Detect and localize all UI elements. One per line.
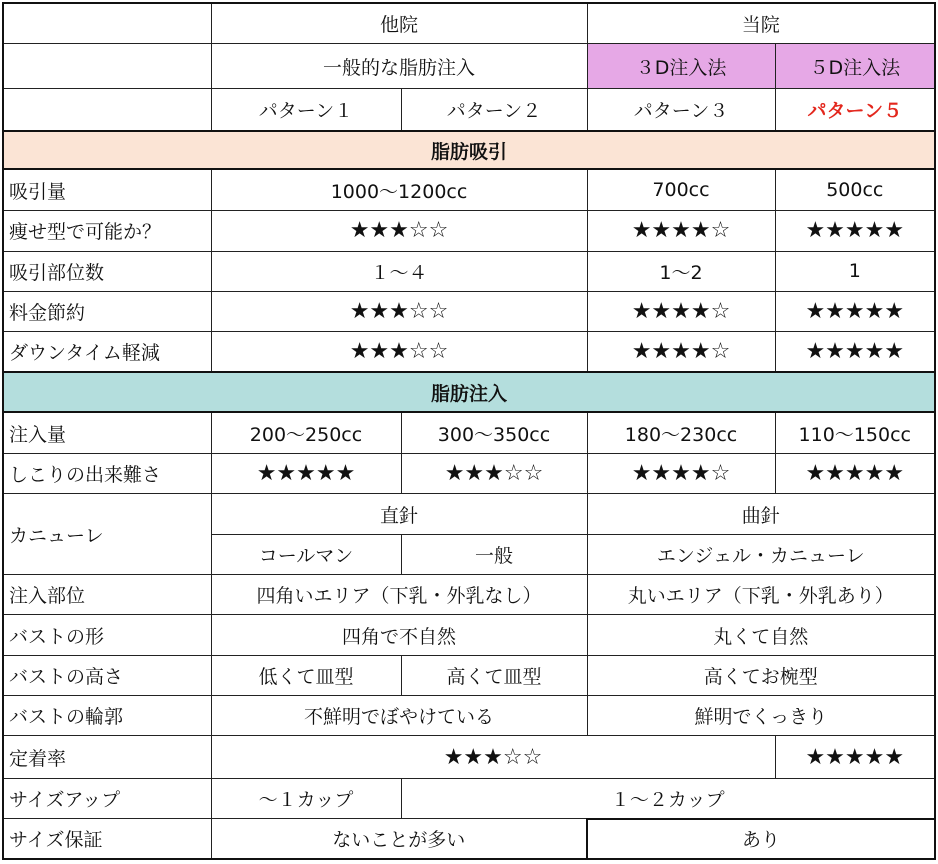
row-bust-height bbox=[3, 655, 935, 695]
pattern5-rating: ★★★★★ bbox=[775, 291, 935, 331]
row-injection-volume bbox=[3, 412, 935, 453]
corner-cell bbox=[3, 89, 211, 131]
pattern5-header: パターン５ bbox=[775, 89, 935, 131]
our-clinic-value: 鮮明でくっきり bbox=[587, 696, 935, 736]
header-row-pattern bbox=[3, 89, 935, 131]
row-label: ダウンタイム軽減 bbox=[3, 332, 211, 372]
corner-cell bbox=[3, 3, 211, 43]
pattern3-value: 1〜2 bbox=[587, 251, 775, 291]
row-suction-volume bbox=[3, 169, 935, 210]
our-clinic-value: あり bbox=[587, 819, 935, 859]
pattern5-value: 110〜150cc bbox=[775, 412, 935, 453]
pattern3-rating: ★★★★☆ bbox=[587, 332, 775, 372]
pattern1-value: 〜１カップ bbox=[211, 778, 401, 818]
our-clinic-value: 高くてお椀型 bbox=[587, 655, 935, 695]
row-size-up bbox=[3, 778, 935, 818]
row-label: バストの高さ bbox=[3, 655, 211, 695]
row-label: サイズアップ bbox=[3, 778, 211, 818]
pattern3-rating: ★★★★☆ bbox=[587, 291, 775, 331]
other-clinic-value: 1000〜1200cc bbox=[211, 169, 587, 210]
pattern1-value: 低くて皿型 bbox=[211, 655, 401, 695]
row-label: バストの形 bbox=[3, 615, 211, 655]
row-retention bbox=[3, 736, 935, 778]
pattern1-cannula: コールマン bbox=[211, 534, 401, 574]
pattern2-cannula: 一般 bbox=[401, 534, 587, 574]
pattern2-header: パターン２ bbox=[401, 89, 587, 131]
other-clinic-value: ないことが多い bbox=[211, 819, 587, 859]
pattern3-header: パターン３ bbox=[587, 89, 775, 131]
pattern3-rating: ★★★★☆ bbox=[587, 211, 775, 251]
other-clinic-value: 四角で不自然 bbox=[211, 615, 587, 655]
row-injection-site bbox=[3, 575, 935, 615]
pattern5-rating: ★★★★★ bbox=[775, 211, 935, 251]
row-label: 注入部位 bbox=[3, 575, 211, 615]
row-label: 料金節約 bbox=[3, 291, 211, 331]
our-clinic-header: 当院 bbox=[587, 3, 935, 43]
row-label: サイズ保証 bbox=[3, 819, 211, 859]
our-clinic-cannula-type: 曲針 bbox=[587, 494, 935, 534]
row-label: 痩せ型で可能か？ bbox=[3, 211, 211, 251]
row-cannula-top bbox=[3, 494, 935, 534]
method-5d-header: ５D注入法 bbox=[775, 43, 935, 88]
row-thin-possible bbox=[3, 211, 935, 251]
row-suction-sites bbox=[3, 251, 935, 291]
pattern2-value: 高くて皿型 bbox=[401, 655, 587, 695]
section-injection-title: 脂肪注入 bbox=[3, 372, 935, 412]
our-clinic-value: 丸いエリア（下乳・外乳あり） bbox=[587, 575, 935, 615]
pattern5-value: 500cc bbox=[775, 169, 935, 210]
method-3d-header: ３D注入法 bbox=[587, 43, 775, 88]
other-clinic-rating: ★★★☆☆ bbox=[211, 332, 587, 372]
header-row-clinic bbox=[3, 3, 935, 43]
row-label: 吸引部位数 bbox=[3, 251, 211, 291]
patterns-2-to-5-value: １〜２カップ bbox=[401, 778, 935, 818]
other-clinic-value: 不鮮明でぼやけている bbox=[211, 696, 587, 736]
section-liposuction bbox=[3, 131, 935, 169]
other-clinic-value: １〜４ bbox=[211, 251, 587, 291]
other-clinic-cannula-type: 直針 bbox=[211, 494, 587, 534]
row-downtime bbox=[3, 332, 935, 372]
corner-cell bbox=[3, 43, 211, 88]
comparison-table bbox=[2, 2, 936, 860]
row-cost-saving bbox=[3, 291, 935, 331]
header-row-method bbox=[3, 43, 935, 88]
pattern5-rating: ★★★★★ bbox=[775, 332, 935, 372]
section-liposuction-title: 脂肪吸引 bbox=[3, 131, 935, 169]
row-label: 注入量 bbox=[3, 412, 211, 453]
row-label: 定着率 bbox=[3, 736, 211, 778]
pattern5-rating: ★★★★★ bbox=[775, 736, 935, 778]
other-clinic-rating: ★★★☆☆ bbox=[211, 211, 587, 251]
other-clinic-header: 他院 bbox=[211, 3, 587, 43]
row-bust-outline bbox=[3, 696, 935, 736]
pattern1-value: 200〜250cc bbox=[211, 412, 401, 453]
pattern5-rating: ★★★★★ bbox=[775, 454, 935, 494]
row-size-guarantee bbox=[3, 819, 935, 859]
row-label: しこりの出来難さ bbox=[3, 454, 211, 494]
pattern3-value: 180〜230cc bbox=[587, 412, 775, 453]
our-clinic-value: 丸くて自然 bbox=[587, 615, 935, 655]
section-injection bbox=[3, 372, 935, 412]
pattern1-header: パターン１ bbox=[211, 89, 401, 131]
other-clinic-rating: ★★★☆☆ bbox=[211, 291, 587, 331]
our-clinic-cannula: エンジェル・カニューレ bbox=[587, 534, 935, 574]
pattern3-value: 700cc bbox=[587, 169, 775, 210]
pattern3-rating: ★★★★☆ bbox=[587, 454, 775, 494]
pattern5-value: 1 bbox=[775, 251, 935, 291]
pattern2-value: 300〜350cc bbox=[401, 412, 587, 453]
general-method-header: 一般的な脂肪注入 bbox=[211, 43, 587, 88]
row-bust-shape bbox=[3, 615, 935, 655]
row-label: バストの輪郭 bbox=[3, 696, 211, 736]
row-label: 吸引量 bbox=[3, 169, 211, 210]
other-clinic-value: 四角いエリア（下乳・外乳なし） bbox=[211, 575, 587, 615]
row-lumps bbox=[3, 454, 935, 494]
pattern1-rating: ★★★★★ bbox=[211, 454, 401, 494]
pattern2-rating: ★★★☆☆ bbox=[401, 454, 587, 494]
row-label: カニューレ bbox=[3, 494, 211, 575]
patterns-1-to-3-rating: ★★★☆☆ bbox=[211, 736, 775, 778]
